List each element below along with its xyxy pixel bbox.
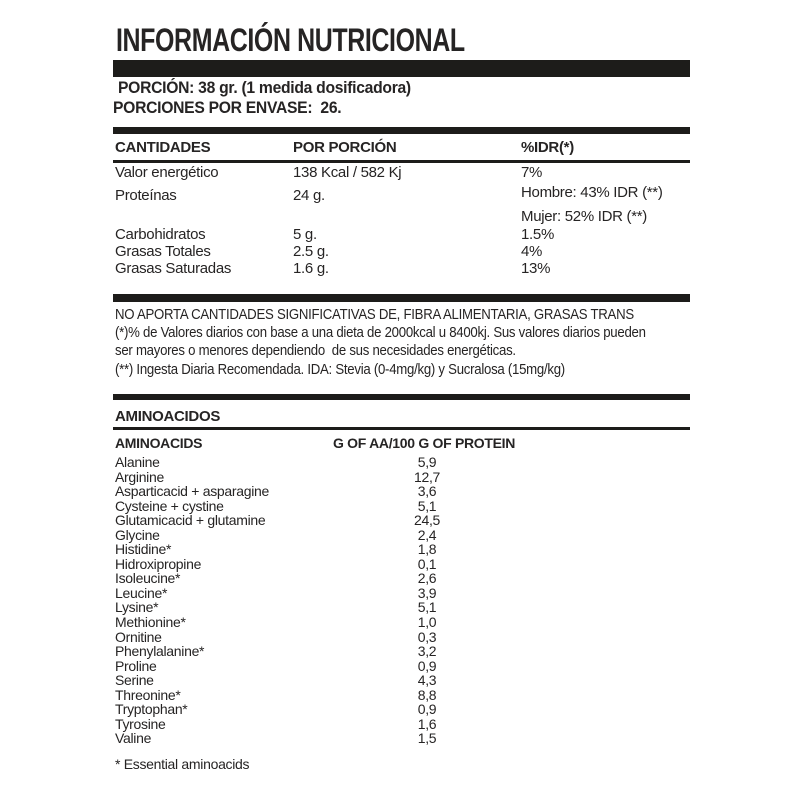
note-daily-values-2: ser mayores o menores dependiendo de sus necesidades energéticas. (115, 342, 516, 359)
nutrient-amount: 2.5 g. (293, 243, 329, 260)
amino-value: 0,9 (417, 657, 437, 674)
amino-footnote: * Essential aminoacids (115, 756, 250, 772)
amino-row (113, 470, 690, 485)
amino-row (113, 659, 690, 674)
amino-value: 8,8 (417, 686, 437, 703)
amino-name: Leucine* (115, 584, 168, 601)
amino-name: Histidine* (115, 541, 172, 558)
nutrient-name: Valor energético (115, 164, 219, 181)
amino-table (113, 455, 690, 746)
amino-name: Valine (115, 730, 152, 747)
note-ida: (**) Ingesta Diaria Recomendada. IDA: Stevia (0-4mg/kg) y Sucralosa (15mg/kg) (115, 361, 565, 378)
nutrient-name: Carbohidratos (115, 226, 206, 243)
amino-name: Hidroxipropine (115, 555, 202, 572)
amino-row (113, 702, 690, 717)
nutrient-idr: 4% (521, 243, 543, 260)
nutrient-amount: 138 Kcal / 582 Kj (293, 164, 402, 181)
amino-value: 1,8 (417, 541, 437, 558)
divider-bar-notes (113, 394, 690, 400)
amino-name: Glycine (115, 526, 160, 543)
amino-name: Threonine* (115, 686, 181, 703)
header-underline (113, 160, 690, 163)
amino-row (113, 557, 690, 572)
amino-row (113, 484, 690, 499)
header-por-porcion: POR PORCIÓN (293, 139, 397, 156)
label-sheet (113, 0, 690, 793)
amino-col1-header: AMINOACIDS (115, 435, 203, 451)
note-daily-values-1: (*)% de Valores diarios con base a una dieta de 2000kcal u 8400kj. Sus valores diarios pueden (115, 324, 646, 341)
amino-value: 5,9 (417, 454, 437, 470)
amino-title-underline (113, 427, 690, 430)
amino-name: Tryptophan* (115, 701, 188, 718)
amino-name: Serine (115, 672, 154, 689)
amino-value: 3,9 (417, 584, 437, 601)
header-cantidades: CANTIDADES (115, 139, 211, 156)
nutrient-name: Grasas Totales (115, 243, 211, 260)
amino-value: 0,9 (417, 701, 437, 718)
nutrient-idr: 1.5% (521, 226, 554, 243)
nutrient-name: Proteínas (115, 187, 177, 204)
amino-row (113, 615, 690, 630)
amino-name: Arginine (115, 468, 164, 485)
amino-row (113, 586, 690, 601)
amino-row (113, 499, 690, 514)
nutrient-idr: 13% (521, 260, 551, 277)
nutrient-idr-hombre: Hombre: 43% IDR (**) (521, 184, 663, 201)
amino-row (113, 542, 690, 557)
amino-row (113, 513, 690, 528)
amino-name: Alanine (115, 454, 160, 470)
amino-value: 1,0 (417, 614, 437, 631)
amino-value: 0,3 (417, 628, 437, 645)
amino-name: Glutamicacid + glutamine (115, 512, 266, 529)
amino-value: 0,1 (417, 555, 437, 572)
amino-name: Isoleucine* (115, 570, 181, 587)
amino-value: 24,5 (413, 512, 441, 529)
nutrient-amount: 5 g. (293, 226, 317, 243)
amino-value: 1,5 (417, 730, 437, 747)
amino-row (113, 571, 690, 586)
amino-name: Ornitine (115, 628, 162, 645)
nutrient-idr-mujer: Mujer: 52% IDR (**) (521, 208, 647, 225)
amino-row (113, 673, 690, 688)
header-idr: %IDR(*) (521, 139, 574, 156)
amino-row (113, 630, 690, 645)
amino-value: 5,1 (417, 497, 437, 514)
amino-name: Methionine* (115, 614, 186, 631)
amino-value: 3,2 (417, 643, 437, 660)
amino-name: Asparticacid + asparagine (115, 483, 269, 500)
nutrient-name: Grasas Saturadas (115, 260, 232, 277)
amino-name: Proline (115, 657, 157, 674)
amino-value: 4,3 (417, 672, 437, 689)
amino-name: Cysteine + cystine (115, 497, 224, 514)
amino-col2-header: G OF AA/100 G OF PROTEIN (333, 435, 516, 451)
amino-value: 3,6 (417, 483, 437, 500)
amino-name: Tyrosine (115, 715, 166, 732)
amino-name: Lysine* (115, 599, 159, 616)
amino-name: Phenylalanine* (115, 643, 205, 660)
amino-row (113, 455, 690, 470)
amino-value: 2,6 (417, 570, 437, 587)
amino-section-title: AMINOACIDOS (115, 408, 221, 425)
amino-row (113, 717, 690, 732)
amino-row (113, 688, 690, 703)
amino-row (113, 528, 690, 543)
nutrient-idr: 7% (521, 164, 543, 181)
page-title: INFORMACIÓN NUTRICIONAL (116, 22, 465, 58)
amino-row (113, 644, 690, 659)
divider-bar-table (113, 294, 690, 302)
amino-row (113, 600, 690, 615)
divider-bar-title (113, 60, 690, 77)
amino-value: 1,6 (417, 715, 437, 732)
note-no-significant: NO APORTA CANTIDADES SIGNIFICATIVAS DE, FIBRA ALIMENTARIA, GRASAS TRANS (115, 306, 634, 323)
amino-value: 5,1 (417, 599, 437, 616)
amino-value: 2,4 (417, 526, 437, 543)
amino-row (113, 731, 690, 746)
serving-size-line: PORCIÓN: 38 gr. (1 medida dosificadora) (118, 79, 411, 97)
nutrient-amount: 24 g. (293, 187, 325, 204)
divider-bar-serving (113, 127, 690, 134)
amino-value: 12,7 (413, 468, 441, 485)
nutrient-amount: 1.6 g. (293, 260, 329, 277)
servings-per-container-line: PORCIONES POR ENVASE: 26. (113, 99, 342, 117)
